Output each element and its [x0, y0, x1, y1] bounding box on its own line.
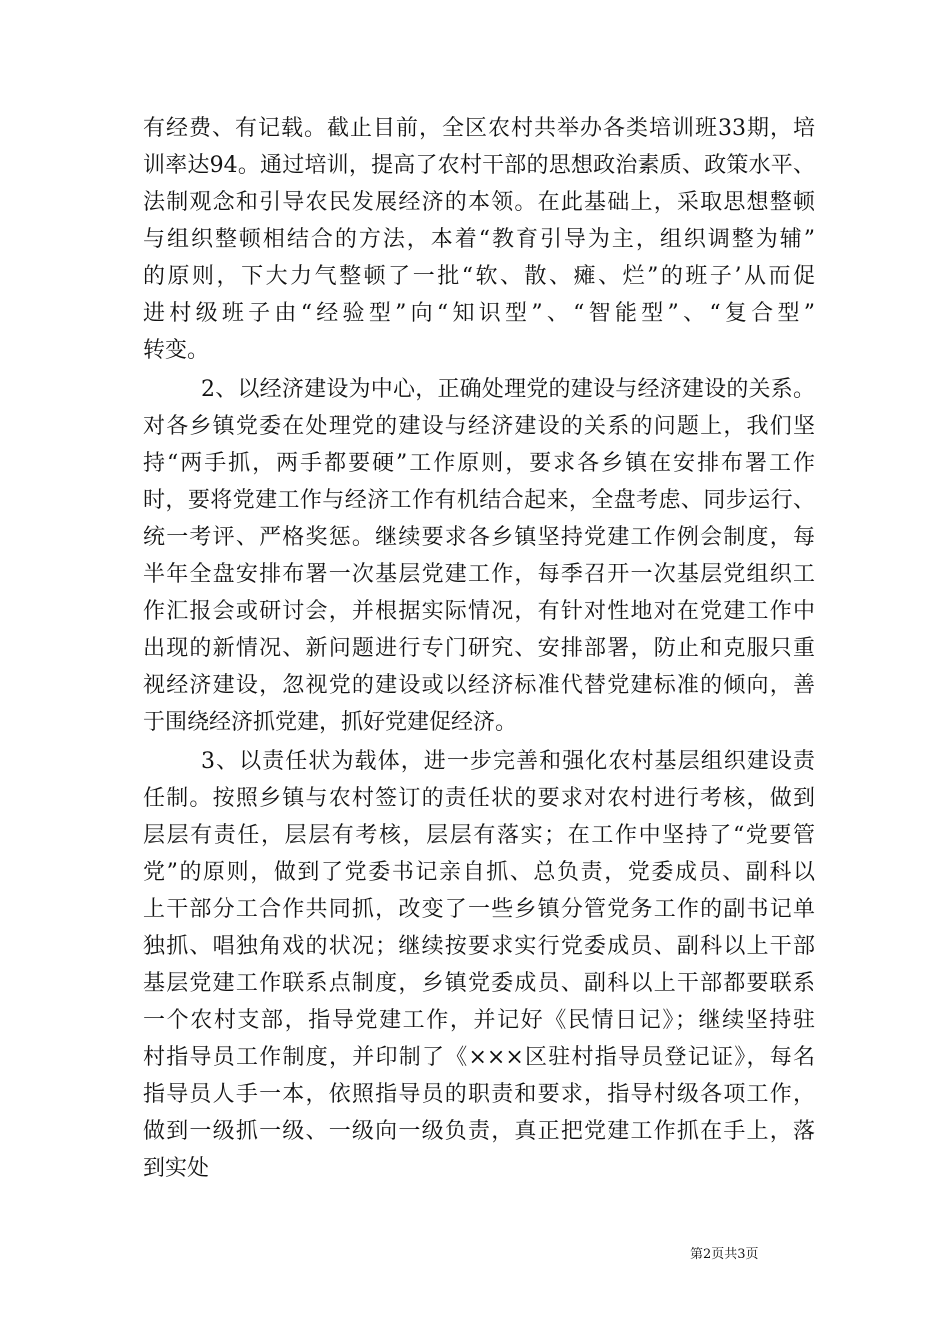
- paragraph-3-line: 指导员人手一本，依照指导员的职责和要求，指导村级各项工作，: [143, 1082, 815, 1107]
- paragraph-1-line: 法制观念和引导农民发展经济的本领。在此基础上，采取思想整顿: [143, 190, 815, 215]
- paragraph-3-line: 上干部分工合作共同抓，改变了一些乡镇分管党务工作的副书记单: [143, 897, 815, 922]
- paragraph-2-line: 2、以经济建设为中心，正确处理党的建设与经济建设的关系。: [201, 377, 815, 402]
- paragraph-2-line: 对各乡镇党委在处理党的建设与经济建设的关系的问题上，我们坚: [143, 414, 815, 439]
- paragraph-2-line: 半年全盘安排布署一次基层党建工作，每季召开一次基层党组织工: [143, 562, 815, 587]
- paragraph-2-line: 持“两手抓，两手都要硬”工作原则，要求各乡镇在安排布署工作: [143, 451, 815, 476]
- paragraph-2-line: 统一考评、严格奖惩。继续要求各乡镇坚持党建工作例会制度，每: [143, 525, 815, 550]
- paragraph-2-line: 于围绕经济抓党建，抓好党建促经济。: [143, 710, 518, 735]
- paragraph-2-line: 视经济建设，忽视党的建设或以经济标准代替党建标准的倾向，善: [143, 673, 815, 698]
- paragraph-1-line: 进村级班子由“经验型”向“知识型”、“智能型”、“复合型”: [143, 301, 815, 326]
- paragraph-3-line: 党”的原则，做到了党委书记亲自抓、总负责，党委成员、副科以: [143, 860, 815, 885]
- paragraph-3-line: 基层党建工作联系点制度，乡镇党委成员、副科以上干部都要联系: [143, 971, 815, 996]
- paragraph-1-line: 与组织整顿相结合的方法，本着“教育引导为主，组织调整为辅”: [143, 227, 815, 252]
- paragraph-1-line: 有经费、有记载。截止目前，全区农村共举办各类培训班33期，培: [143, 116, 815, 141]
- paragraph-3-line: 3、以责任状为载体，进一步完善和强化农村基层组织建设责: [201, 749, 815, 774]
- paragraph-3-line: 一个农村支部，指导党建工作，并记好《民情日记》；继续坚持驻: [143, 1008, 815, 1033]
- paragraph-2-line: 时，要将党建工作与经济工作有机结合起来，全盘考虑、同步运行、: [143, 488, 815, 513]
- page-footer: 第2页共3页: [690, 1247, 759, 1262]
- paragraph-3-line: 村指导员工作制度，并印制了《×××区驻村指导员登记证》，每名: [143, 1045, 815, 1070]
- paragraph-3-line: 做到一级抓一级、一级向一级负责，真正把党建工作抓在手上，落: [143, 1119, 815, 1144]
- paragraph-1-line: 转变。: [143, 338, 210, 363]
- paragraph-2-line: 出现的新情况、新问题进行专门研究、安排部署，防止和克服只重: [143, 636, 815, 661]
- paragraph-3-line: 任制。按照乡镇与农村签订的责任状的要求对农村进行考核，做到: [143, 786, 815, 811]
- paragraph-1-line: 的原则，下大力气整顿了一批“软、散、瘫、烂”的班子’从而促: [143, 264, 815, 289]
- paragraph-1-line: 训率达94。通过培训，提高了农村干部的思想政治素质、政策水平、: [143, 153, 815, 178]
- paragraph-2-line: 作汇报会或研讨会，并根据实际情况，有针对性地对在党建工作中: [143, 599, 815, 624]
- paragraph-3-line: 独抓、唱独角戏的状况；继续按要求实行党委成员、副科以上干部: [143, 934, 815, 959]
- paragraph-3-line: 层层有责任，层层有考核，层层有落实；在工作中坚持了“党要管: [143, 823, 815, 848]
- paragraph-3-line: 到实处: [143, 1156, 210, 1181]
